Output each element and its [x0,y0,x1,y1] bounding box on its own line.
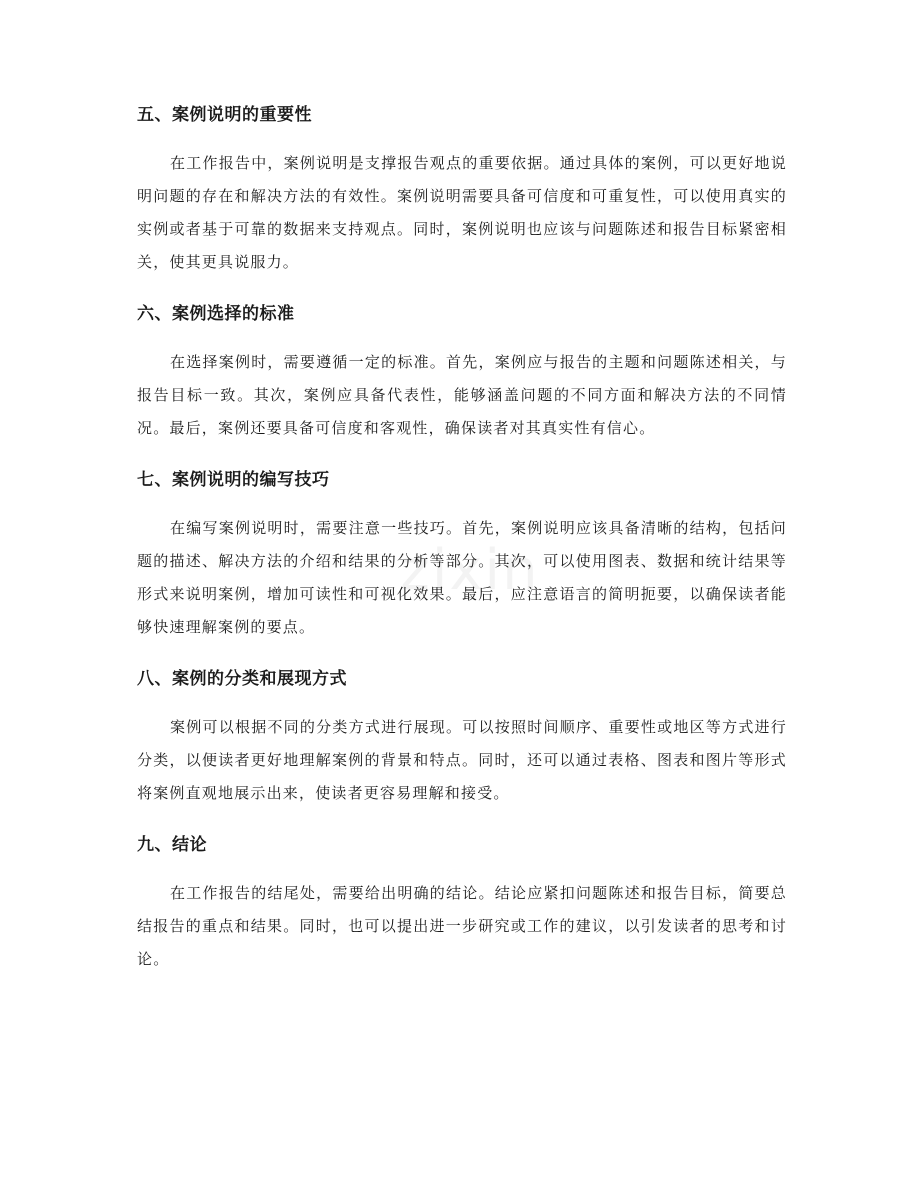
section-paragraph: 在选择案例时，需要遵循一定的标准。首先，案例应与报告的主题和问题陈述相关，与报告目标一致。其次，案例应具备代表性，能够涵盖问题的不同方面和解决方法的不同情况。最后，案例还要具备可信度和客观性，确保读者对其真实性有信心。 [137,353,787,437]
section-heading: 九、结论 [137,835,207,855]
section-conclusion [137,833,787,976]
section-heading: 六、案例选择的标准 [137,304,295,324]
section-writing-tips [137,468,787,644]
section-heading: 八、案例的分类和展现方式 [137,669,347,689]
section-paragraph: 案例可以根据不同的分类方式进行展现。可以按照时间顺序、重要性或地区等方式进行分类，以便读者更好地理解案例的背景和特点。同时，还可以通过表格、图表和图片等形式将案例直观地展示出来，使读者更容易理解和接受。 [137,718,787,802]
section-paragraph: 在工作报告中，案例说明是支撑报告观点的重要依据。通过具体的案例，可以更好地说明问题的存在和解决方法的有效性。案例说明需要具备可信度和可重复性，可以使用真实的实例或者基于可靠的数据来支持观点。同时，案例说明也应该与问题陈述和报告目标紧密相关，使其更具说服力。 [137,154,787,271]
section-heading: 五、案例说明的重要性 [137,105,312,125]
section-heading: 七、案例说明的编写技巧 [137,470,330,490]
section-selection-criteria [137,302,787,445]
section-classification [137,667,787,810]
document-body [137,103,787,999]
section-paragraph: 在工作报告的结尾处，需要给出明确的结论。结论应紧扣问题陈述和报告目标，简要总结报告的重点和结果。同时，也可以提出进一步研究或工作的建议，以引发读者的思考和讨论。 [137,884,787,968]
section-importance [137,103,787,279]
section-paragraph: 在编写案例说明时，需要注意一些技巧。首先，案例说明应该具备清晰的结构，包括问题的描述、解决方法的介绍和结果的分析等部分。其次，可以使用图表、数据和统计结果等形式来说明案例，增加可读性和可视化效果。最后，应注意语言的简明扼要，以确保读者能够快速理解案例的要点。 [137,519,787,636]
